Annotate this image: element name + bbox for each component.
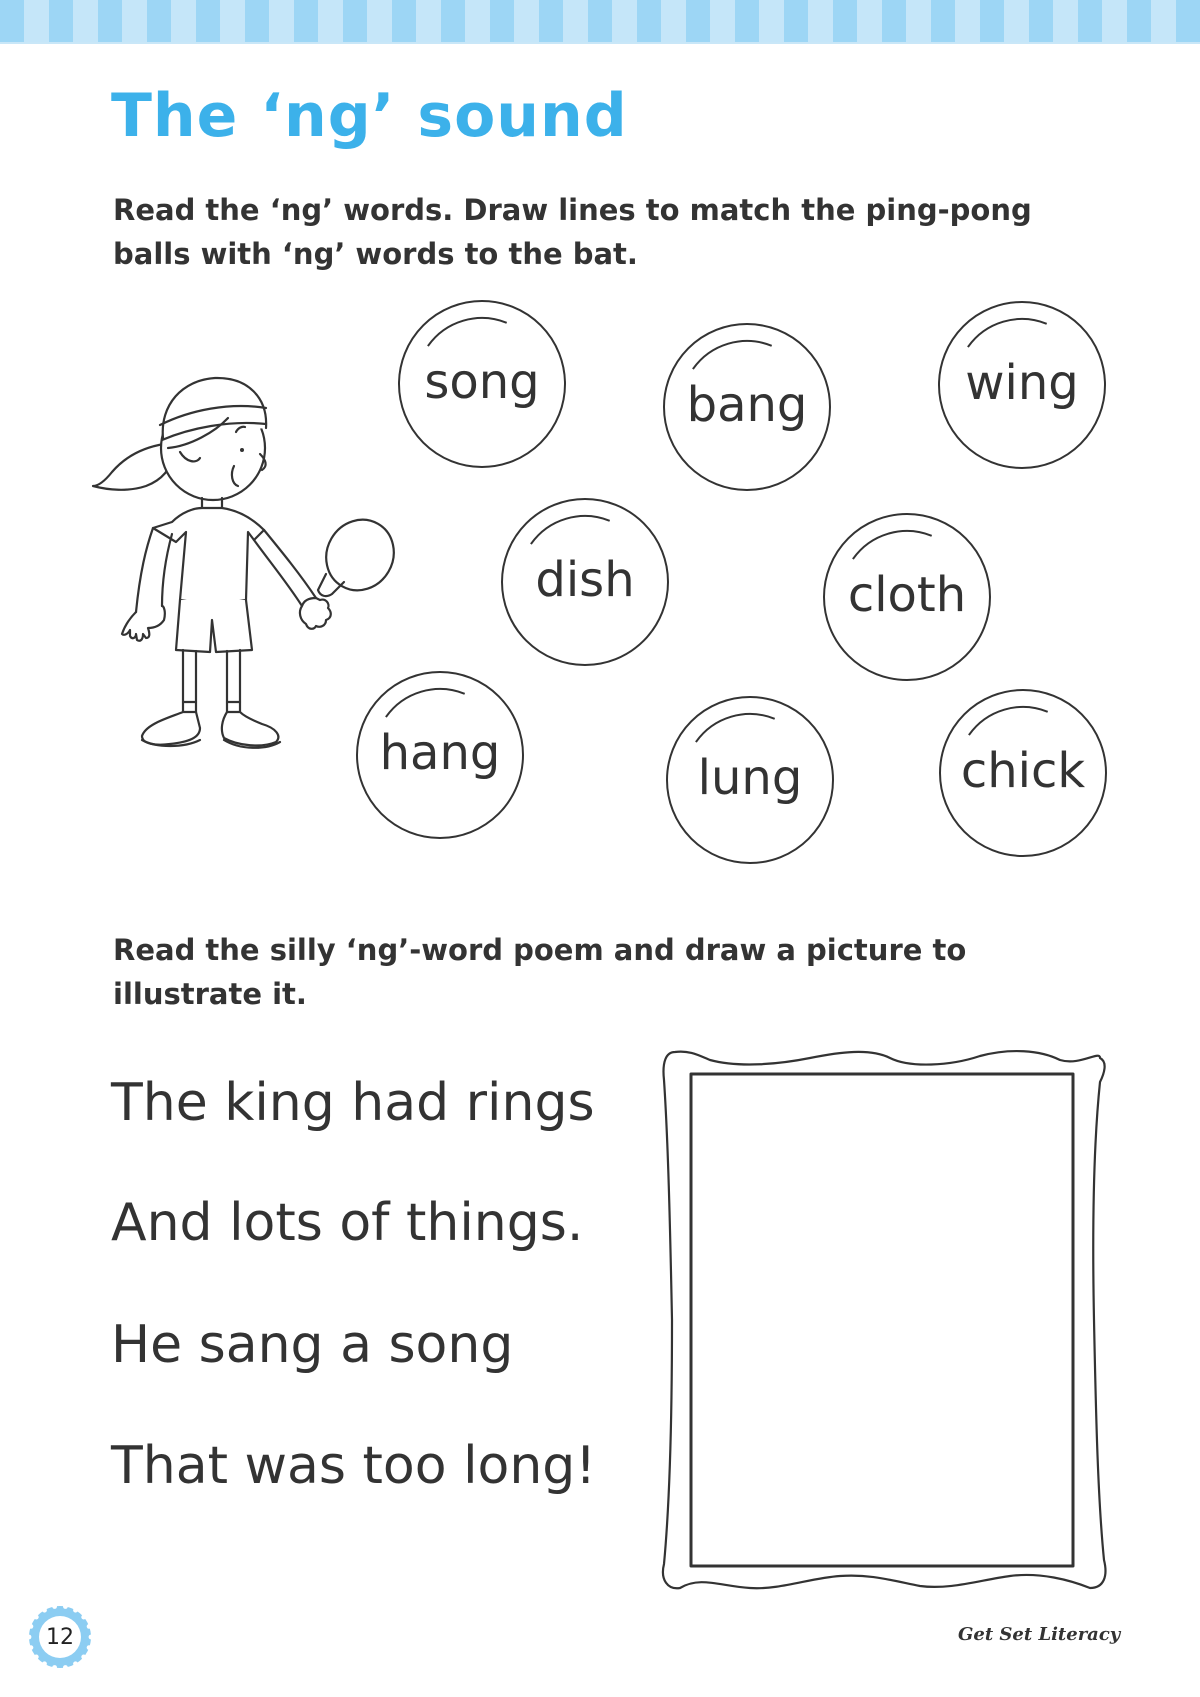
publisher-brand: Get Set Literacy xyxy=(958,1624,1121,1645)
poem-line: That was too long! xyxy=(111,1436,597,1496)
ball-word: wing xyxy=(965,355,1079,411)
ball-word: song xyxy=(424,354,540,410)
page-title: The ‘ng’ sound xyxy=(111,81,628,151)
activity-1-instruction: Read the ‘ng’ words. Draw lines to match the ping-pong balls with ‘ng’ words to the bat. xyxy=(113,193,1032,271)
poem-line: The king had rings xyxy=(111,1073,595,1133)
poem-line: And lots of things. xyxy=(111,1193,584,1253)
ball-word: dish xyxy=(535,552,635,608)
ball-word: lung xyxy=(697,750,803,806)
poem-line: He sang a song xyxy=(111,1315,514,1375)
page-number: 12 xyxy=(46,1625,74,1650)
activity-2-instruction: Read the silly ‘ng’-word poem and draw a picture to illustrate it. xyxy=(113,933,967,1011)
picture-frame[interactable] xyxy=(663,1051,1106,1588)
ball-word: cloth xyxy=(847,567,967,623)
ball-word: bang xyxy=(686,377,808,433)
ball-word: hang xyxy=(379,725,501,781)
girl-with-bat-illustration xyxy=(93,378,407,748)
ball-word: chick xyxy=(960,743,1086,799)
